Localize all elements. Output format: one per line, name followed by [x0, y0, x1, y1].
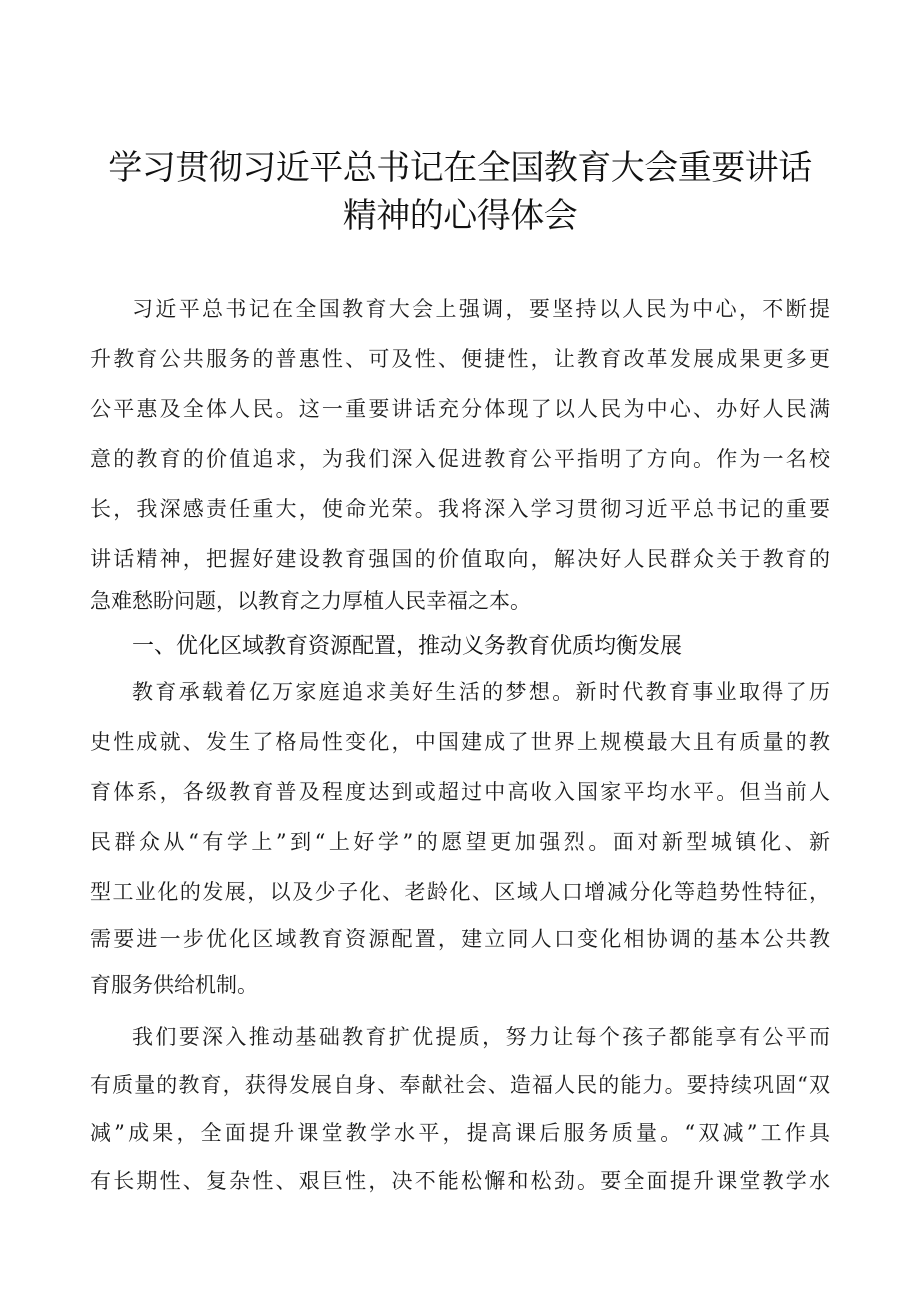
paragraph-1-line: 意的教育的价值追求，为我们深入促进教育公平指明了方向。作为一名校	[90, 447, 830, 471]
paragraph-1-line: 讲话精神，把握好建设教育强国的价值取向，解决好人民群众关于教育的	[90, 547, 830, 571]
paragraph-2-line: 育服务供给机制。	[90, 973, 258, 997]
paragraph-2-line: 教育承载着亿万家庭追求美好生活的梦想。新时代教育事业取得了历	[132, 680, 830, 704]
paragraph-2-line: 型工业化的发展，以及少子化、老龄化、区域人口增减分化等趋势性特征，	[90, 880, 830, 904]
document-title-line-2: 精神的心得体会	[342, 196, 578, 236]
document-title-line-1: 学习贯彻习近平总书记在全国教育大会重要讲话	[108, 148, 812, 188]
paragraph-1-line: 升教育公共服务的普惠性、可及性、便捷性，让教育改革发展成果更多更	[90, 347, 830, 371]
paragraph-1-line: 长，我深感责任重大，使命光荣。我将深入学习贯彻习近平总书记的重要	[90, 497, 830, 521]
paragraph-1-line: 公平惠及全体人民。这一重要讲话充分体现了以人民为中心、办好人民满	[90, 397, 830, 421]
paragraph-3-line: 我们要深入推动基础教育扩优提质，努力让每个孩子都能享有公平而	[132, 1025, 830, 1049]
paragraph-2-line: 史性成就、发生了格局性变化，中国建成了世界上规模最大且有质量的教	[90, 730, 830, 754]
paragraph-2-line: 需要进一步优化区域教育资源配置，建立同人口变化相协调的基本公共教	[90, 927, 830, 951]
paragraph-2-line: 民群众从“有学上”到“上好学”的愿望更加强烈。面对新型城镇化、新	[90, 830, 830, 854]
paragraph-3-line: 有长期性、复杂性、艰巨性，决不能松懈和松劲。要全面提升课堂教学水	[90, 1169, 830, 1193]
paragraph-3-line: 有质量的教育，获得发展自身、奉献社会、造福人民的能力。要持续巩固“双	[90, 1073, 830, 1097]
paragraph-3-line: 减”成果，全面提升课堂教学水平，提高课后服务质量。“双减”工作具	[90, 1121, 830, 1145]
section-1-heading: 一、优化区域教育资源配置，推动义务教育优质均衡发展	[132, 634, 683, 659]
paragraph-1-line: 急难愁盼问题，以教育之力厚植人民幸福之本。	[90, 589, 531, 613]
paragraph-1-line: 习近平总书记在全国教育大会上强调，要坚持以人民为中心，不断提	[132, 297, 830, 321]
paragraph-2-line: 育体系，各级教育普及程度达到或超过中高收入国家平均水平。但当前人	[90, 780, 830, 804]
